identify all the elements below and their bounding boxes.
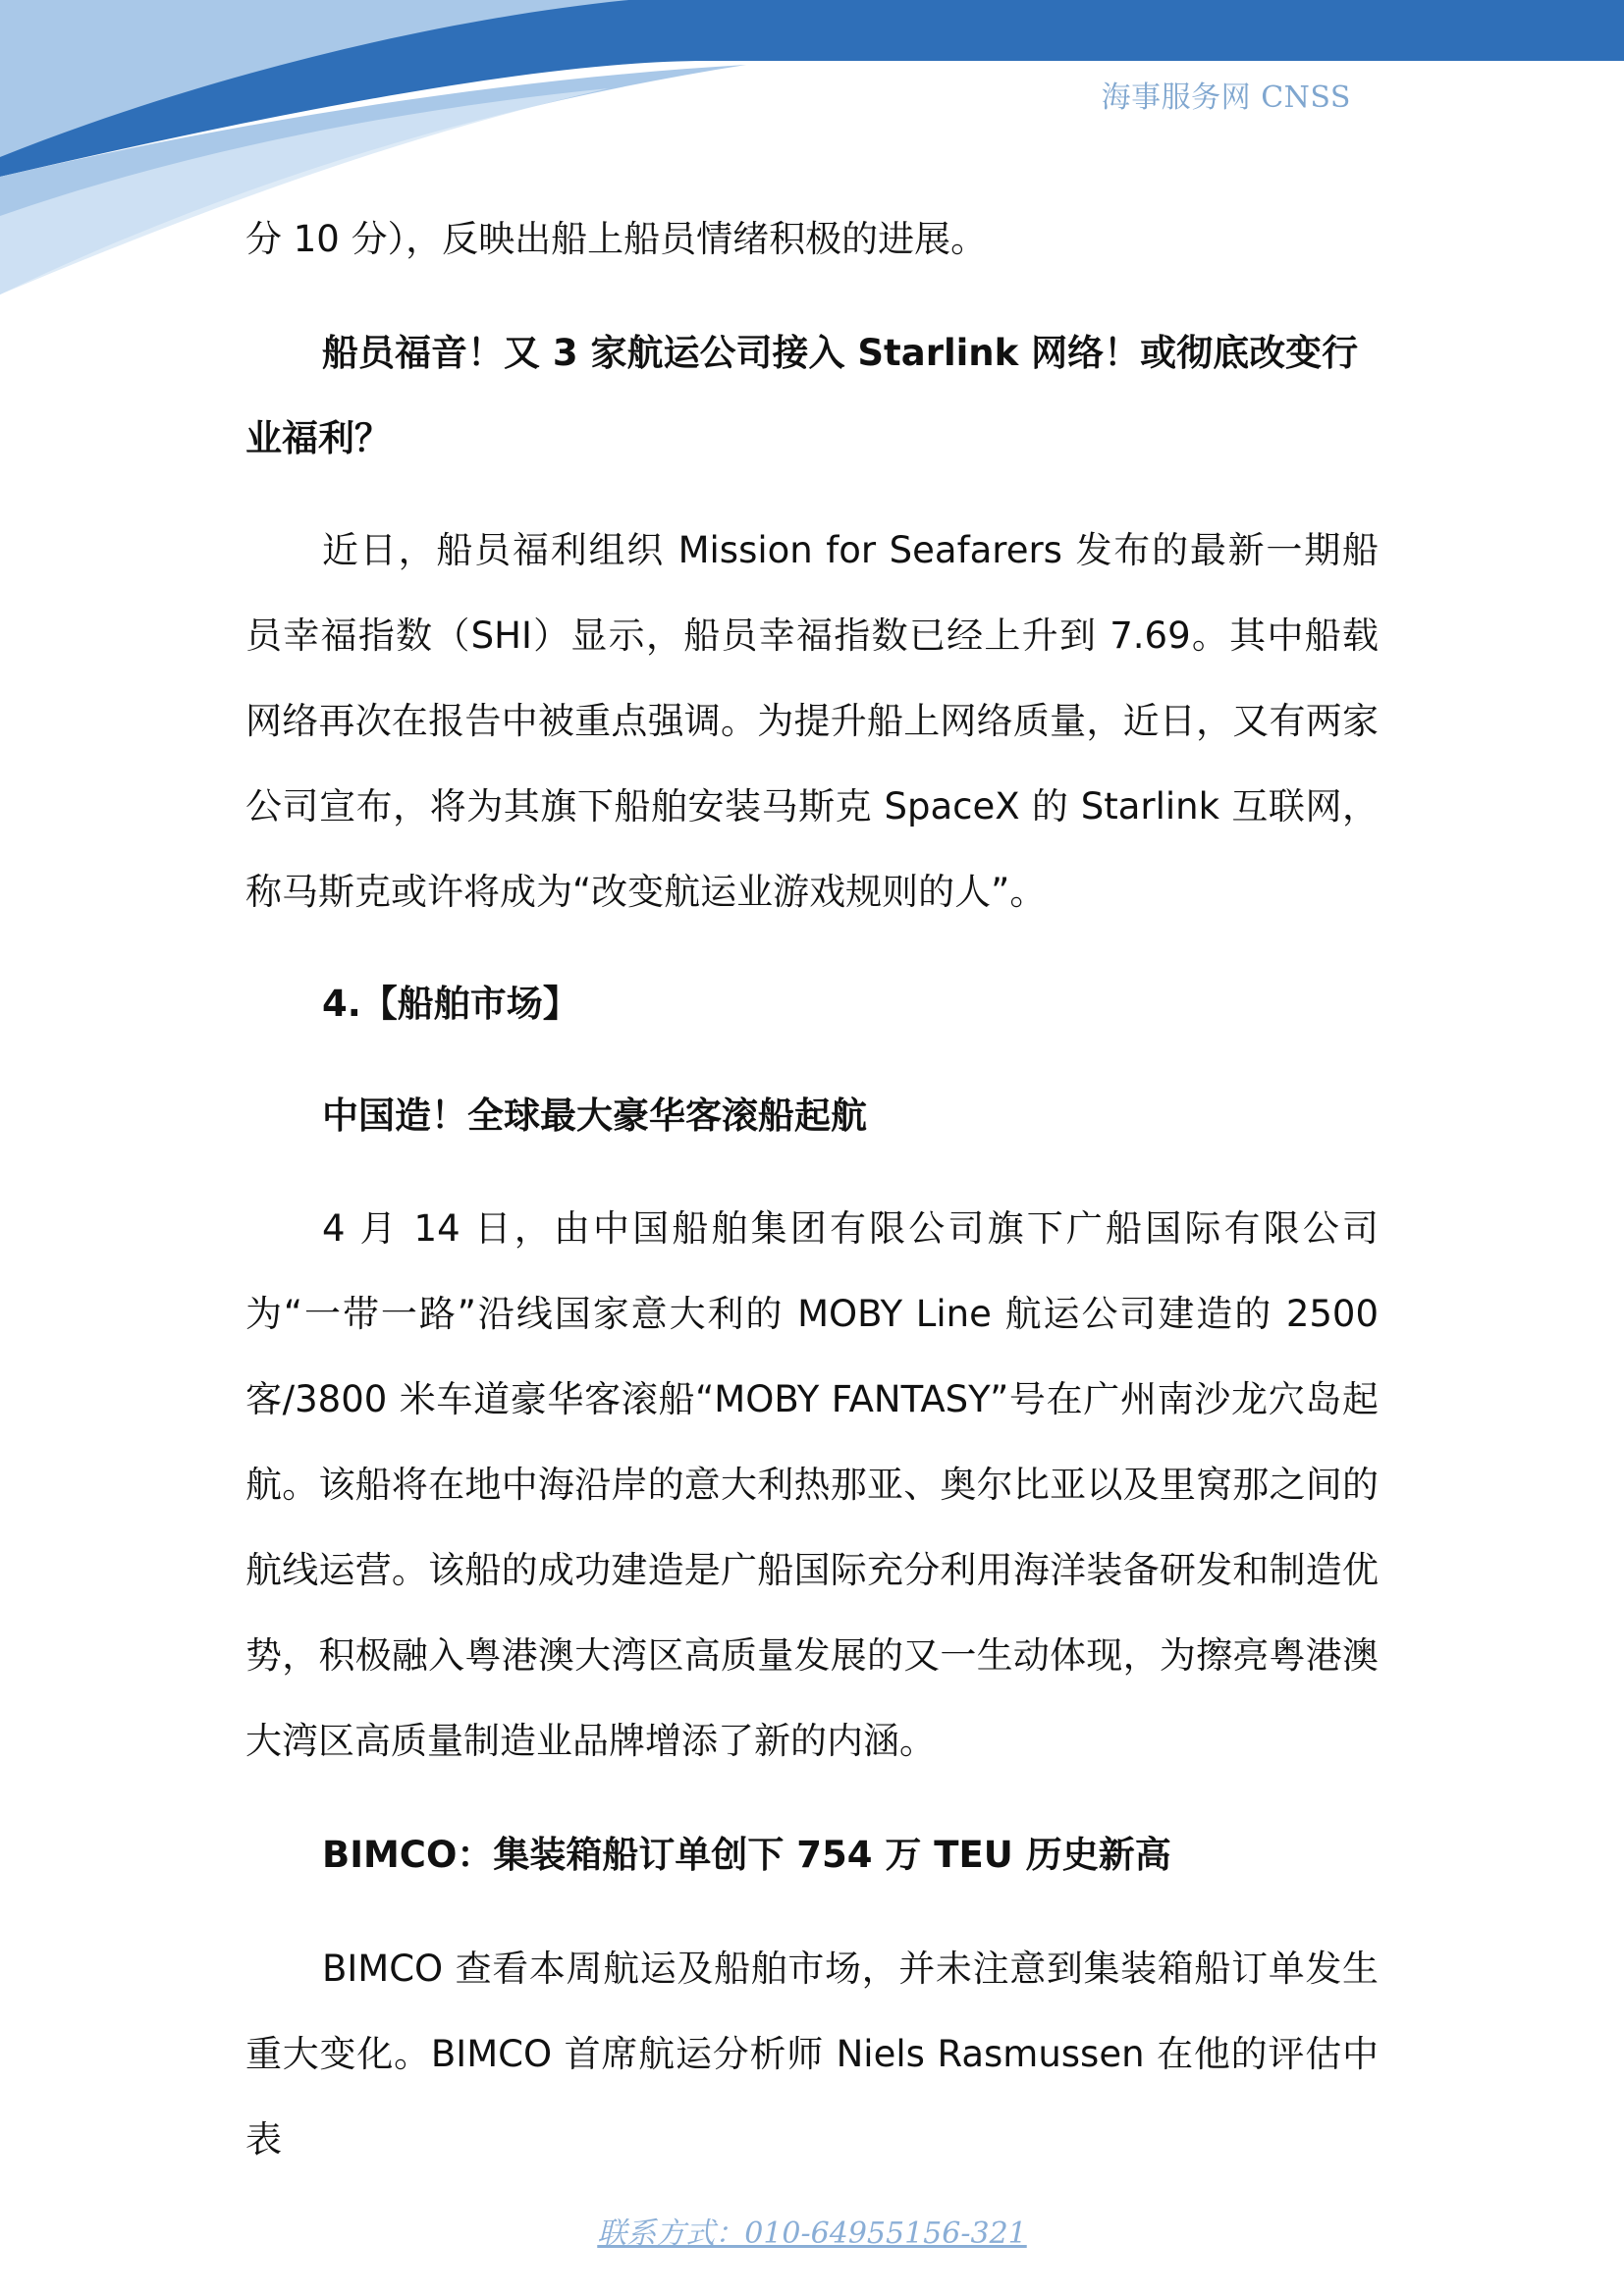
paragraph-bimco: BIMCO 查看本周航运及船舶市场，并未注意到集装箱船订单发生重大变化。BIMCO 首席航运分析师 Niels Rasmussen 在他的评估中表 (245, 1948, 1379, 2161)
heading-starlink: 船员福音！又 3 家航运公司接入 Starlink 网络！或彻底改变行业福利？ (245, 332, 1359, 459)
heading-bimco: BIMCO：集装箱船订单创下 754 万 TEU 历史新高 (322, 1834, 1171, 1876)
paragraph-continued: 分 10 分），反映出船上船员情绪积极的进展。 (245, 218, 988, 260)
heading-moby-fantasy: 中国造！全球最大豪华客滚船起航 (322, 1095, 867, 1137)
paragraph-moby-fantasy: 4 月 14 日，由中国船舶集团有限公司旗下广船国际有限公司为“一带一路”沿线国家意大利的 MOBY Line 航运公司建造的 2500 客/3800 米车道豪华客滚船“MOBY FANTASY”号在广州南沙龙穴岛起航。该船将在地中海沿岸的意大利热那亚、奥尔比亚以及里窝那之间的航线运营。该船的成功建造是广船国际充分利用海洋装备研发和制造优势，积极融入粤港澳大湾区高质量发展的又一生动体现，为擦亮粤港澳大湾区高质量制造业品牌增添了新的内涵。 (245, 1207, 1379, 1762)
section-heading-ship-market: 4.【船舶市场】 (322, 983, 579, 1025)
paragraph-starlink: 近日，船员福利组织 Mission for Seafarers 发布的最新一期船员幸福指数（SHI）显示，船员幸福指数已经上升到 7.69。其中船载网络再次在报告中被重点强调。为提升船上网络质量，近日，又有两家公司宣布，将为其旗下船舶安装马斯克 SpaceX 的 Starlink 互联网，称马斯克或许将成为“改变航运业游戏规则的人”。 (245, 529, 1379, 913)
footer-contact[interactable]: 联系方式：010-64955156-321 (597, 2216, 1027, 2251)
site-name: 海事服务网 CNSS (1101, 80, 1351, 115)
